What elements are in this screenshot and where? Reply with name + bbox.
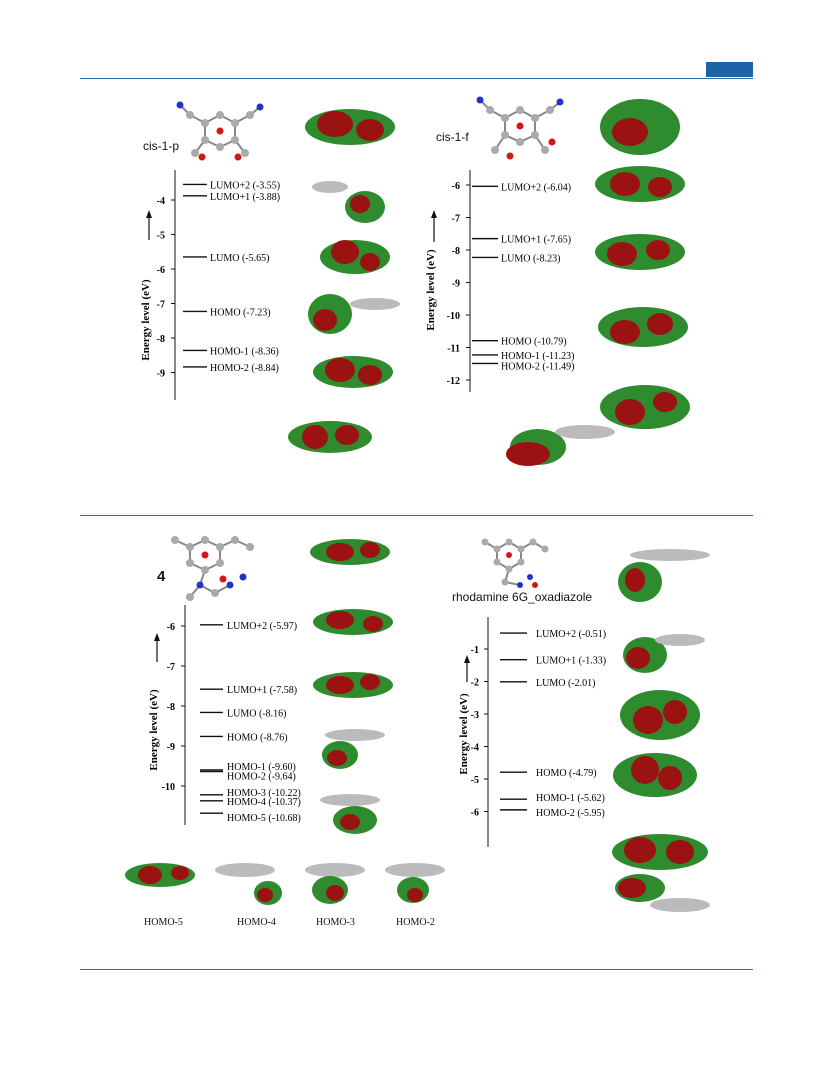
orbital-images-4 — [295, 530, 405, 840]
energy-level-label: HOMO-3 (-10.22) — [227, 787, 301, 799]
y-tick-label: -9 — [451, 278, 460, 290]
energy-diagram-rhodamine — [455, 612, 635, 852]
y-tick-label: -9 — [166, 742, 175, 753]
y-tick-label: -4 — [156, 196, 165, 207]
y-tick-label: -5 — [470, 775, 479, 786]
energy-levels — [183, 180, 280, 374]
orbital-homo — [598, 307, 688, 347]
energy-level-label: HOMO (-8.76) — [227, 732, 288, 744]
energy-level-label: LUMO (-2.01) — [536, 677, 596, 689]
y-tick-label: -7 — [451, 213, 460, 225]
orbital-lumo+1 — [623, 634, 705, 673]
orbital-lumo+2 — [310, 539, 390, 565]
y-ticks — [157, 196, 175, 380]
energy-level-label: HOMO (-4.79) — [536, 768, 597, 780]
energy-level-label: LUMO+2 (-0.51) — [536, 629, 607, 641]
panel-title-rhodamine-6g-oxadiazole: rhodamine 6G_oxadiazole — [452, 590, 593, 604]
energy-level-label: LUMO+2 (-6.04) — [501, 182, 572, 194]
energy-level-label: HOMO-5 (-10.68) — [227, 813, 301, 825]
top-rule — [80, 78, 753, 79]
panel-title-cis-1-p: cis-1-p — [143, 139, 180, 153]
orbital-homo-1 — [612, 834, 708, 870]
energy-level-label: LUMO+1 (-7.65) — [501, 234, 572, 246]
orbital-homo-2 — [288, 421, 372, 453]
y-ticks — [162, 622, 185, 793]
middle-rule — [80, 515, 753, 516]
orbital-lumo+1 — [595, 166, 685, 202]
y-axis-label: Energy level (eV) — [458, 693, 470, 775]
energy-level-label: HOMO-4 (-10.37) — [227, 796, 301, 808]
energy-level-label: LUMO+1 (-3.88) — [210, 191, 281, 203]
orbital-images-cis-1-p — [285, 92, 415, 472]
y-axis-label: Energy level (eV) — [140, 279, 152, 361]
energy-levels — [500, 629, 606, 819]
energy-level-label: LUMO+1 (-7.58) — [227, 685, 298, 697]
energy-level-label: LUMO+1 (-1.33) — [536, 655, 607, 667]
energy-level-label: HOMO-2 (-5.95) — [536, 807, 605, 819]
molecule-structure — [155, 525, 275, 605]
bottom-orbital-thumbnails — [120, 845, 450, 915]
y-tick-label: -7 — [166, 662, 175, 673]
orbital-homo — [613, 753, 697, 797]
y-tick-label: -8 — [451, 246, 460, 257]
y-tick-label: -11 — [447, 343, 460, 355]
energy-level-label: LUMO+2 (-5.97) — [227, 620, 298, 632]
y-tick-label: -7 — [156, 299, 165, 311]
caption-homo-5: HOMO-5 — [144, 917, 183, 928]
y-tick-label: -2 — [470, 677, 479, 689]
orbital-lumo+2 — [618, 549, 710, 602]
orbital-lumo+1 — [312, 181, 385, 223]
molecule-structure — [475, 527, 565, 592]
y-tick-label: -4 — [470, 742, 479, 754]
y-axis-label: Energy level (eV) — [148, 689, 160, 771]
y-tick-label: -6 — [470, 807, 479, 819]
y-tick-label: -5 — [156, 230, 165, 242]
orbital-homo-1 — [313, 356, 393, 388]
y-tick-label: -9 — [156, 368, 165, 380]
panel-title-cis-1-f: cis-1-f — [436, 130, 469, 144]
caption-homo-3: HOMO-3 — [316, 917, 355, 928]
y-ticks — [447, 181, 470, 387]
energy-level-label: HOMO-1 (-11.23) — [501, 350, 575, 362]
energy-level-label: LUMO+2 (-3.55) — [210, 180, 281, 192]
orbital-homo-2 — [615, 874, 710, 912]
orbital-images-rhodamine — [610, 540, 720, 935]
energy-level-label: HOMO (-10.79) — [501, 336, 567, 348]
energy-level-label: HOMO-2 (-8.84) — [210, 362, 279, 374]
orbital-lumo+1 — [313, 609, 393, 635]
y-tick-label: -10 — [446, 311, 460, 322]
orbital-homo-5 — [320, 794, 380, 834]
y-tick-label: -3 — [470, 710, 479, 721]
y-tick-label: -6 — [166, 622, 175, 633]
energy-level-label: HOMO-1 (-9.60) — [227, 762, 296, 773]
energy-level-label: HOMO-2 (-11.49) — [501, 361, 575, 373]
energy-levels — [200, 621, 301, 824]
energy-level-label: LUMO (-8.16) — [227, 708, 287, 720]
orbital-homo-5 — [125, 863, 195, 887]
orbital-homo-1 — [600, 385, 690, 429]
y-tick-label: -12 — [446, 376, 460, 387]
y-tick-label: -10 — [161, 782, 175, 793]
y-ticks — [471, 645, 488, 819]
header-accent-tab — [706, 62, 753, 77]
orbital-homo — [308, 294, 400, 334]
molecule-structure — [160, 95, 280, 165]
orbital-lumo — [595, 234, 685, 270]
y-tick-label: -8 — [166, 702, 175, 713]
energy-level-label: LUMO (-8.23) — [501, 253, 561, 265]
bottom-rule — [80, 969, 753, 970]
y-axis-label: Energy level (eV) — [425, 249, 437, 331]
y-tick-label: -8 — [156, 334, 165, 345]
orbital-lumo — [313, 672, 393, 698]
orbital-lumo — [320, 240, 390, 274]
y-tick-label: -6 — [451, 181, 460, 192]
y-tick-label: -1 — [470, 645, 479, 656]
orbital-homo-2 — [385, 863, 445, 903]
energy-level-label: HOMO (-7.23) — [210, 307, 271, 319]
orbital-homo — [322, 729, 385, 769]
orbital-lumo+2 — [305, 109, 395, 145]
orbital-images-cis-1-f — [500, 92, 700, 472]
y-tick-label: -6 — [156, 265, 165, 276]
orbital-lumo+2 — [600, 99, 680, 155]
energy-level-label: HOMO-1 (-5.62) — [536, 793, 605, 805]
panel-title-4: 4 — [157, 568, 166, 585]
orbital-homo-2 — [506, 425, 615, 466]
orbital-homo-4 — [215, 863, 282, 905]
orbital-lumo — [620, 690, 700, 740]
energy-level-label: LUMO (-5.65) — [210, 252, 270, 264]
orbital-homo-3 — [305, 863, 365, 904]
caption-homo-4: HOMO-4 — [237, 917, 276, 928]
energy-level-label: HOMO-2 (-9.64) — [227, 771, 296, 783]
energy-level-label: HOMO-1 (-8.36) — [210, 346, 279, 358]
caption-homo-2: HOMO-2 — [396, 917, 435, 928]
